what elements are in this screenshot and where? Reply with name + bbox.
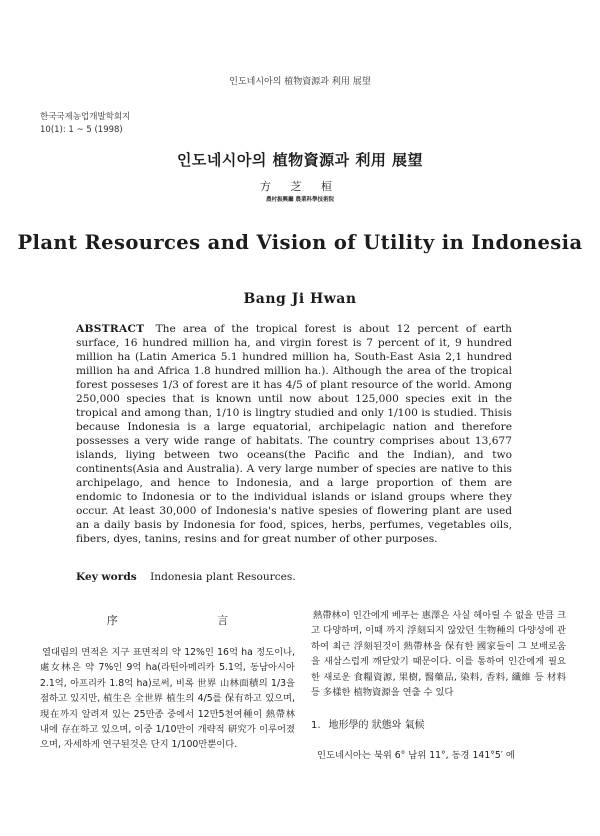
author-affiliation: 農村振興廳 農業科學技術院 <box>266 197 334 203</box>
keywords-text: Indonesia plant Resources. <box>150 571 296 583</box>
abstract-text: The area of the tropical forest is about 12 percent of earth surface, 16 hundred million ha, and virgin forest is 7 percent of it, 9 hundred million ha (Latin America 5.1 hundred million ha, South-East Asia 2,1 hundred million ha and Africa 1.8 hundred million ha.). Although the area of the tropical forest posseses 1/3 of forest are it has 4/5 of plant resource of the world. Among 250,000 species that is known until now about 125,000 species exit in the tropical and among than, 1/10 is lingtry studied and only 1/100 is studied. Thisis because Indonesia is a large equatorial, archipelagic nation and therefore possesses a very wide range of habitats. The country comprises about 13,677 islands, liying between two oceans(the Pacific and the Indian), and two continents(Asia and Australia). A very large number of species are native to this archipelago, and hence to Indonesia, and a large proportion of them are endomic to Indonesia or to the individual islands or island groups where they occur. At least 30,000 of Indonesia's native spesies of flowering plant are used an a daily basis by Indonesia for food, spices, herbs, perfumes, vegetables oils, fibers, dyes, tanins, resins and for great number of other purposes. <box>76 323 512 545</box>
abstract-label: ABSTRACT <box>76 323 145 335</box>
journal-name: 한국국제농업개발학회지 <box>40 112 131 122</box>
korean-title: 인도네시아의 植物資源과 利用 展望 <box>176 151 424 169</box>
left-column <box>40 612 295 753</box>
english-author: Bang Ji Hwan <box>243 291 357 307</box>
subsection-title: 地形學的 狀態와 氣候 <box>328 720 425 732</box>
abstract <box>76 322 512 546</box>
english-title: Plant Resources and Vision of Utility in Indonesia <box>17 231 583 254</box>
body-paragraph: 인도네시아는 북위 6° 남위 11°, 동경 141°5′ 에 <box>317 750 515 762</box>
keywords <box>76 571 296 583</box>
running-header: 인도네시아의 植物資源과 利用 展望 <box>229 77 371 87</box>
section-heading-introduction: 序 言 <box>106 614 277 627</box>
journal-info <box>40 111 130 137</box>
keywords-label: Key words <box>76 571 137 583</box>
journal-volume: 10(1): 1 ~ 5 (1998) <box>40 125 123 135</box>
subsection-heading <box>311 716 566 731</box>
body-paragraph: 熱帶林이 인간에게 베푸는 惠澤은 사실 헤아릴 수 없을 만큼 크고 다양하며, 이때 까지 浮刻되지 않았던 生物種의 다양성에 관하여 최근 浮刻된것이 熱帶林을 保有한 國家들이 그 보배로움을 새삼스럽게 깨닫았기 때문이다. 이를 통하여 인간에게 필요한 새로운 食糧資源, 果樹, 醫藥品, 染料, 香料, 纖維 등 材料 등 多樣한 植物資源을 연출 수 있다 <box>311 610 566 699</box>
korean-author: 方 芝 桓 <box>260 180 340 193</box>
right-column <box>311 608 566 763</box>
body-paragraph: 열대림의 면적은 지구 표면적의 약 12%인 16억 ha 정도이나, 處女林은 약 7%인 9억 ha(라틴아메리카 5.1억, 동남아시아 2.1억, 아프리카 1.8억 ha)로써, 비록 世界 山林面積의 1/3을 점하고 있지만, 植生은 全世界 植生의 4/5를 保有하고 있으며, 現在까지 알려져 있는 25만종 중에서 12만5천여種이 熱帶林내에 存在하고 있으며, 이중 1/10만이 개략적 研究가 이루어졌으며, 자세하게 연구된것은 단지 1/100만뿐이다. <box>40 647 295 751</box>
subsection-number: 1. <box>311 720 321 732</box>
